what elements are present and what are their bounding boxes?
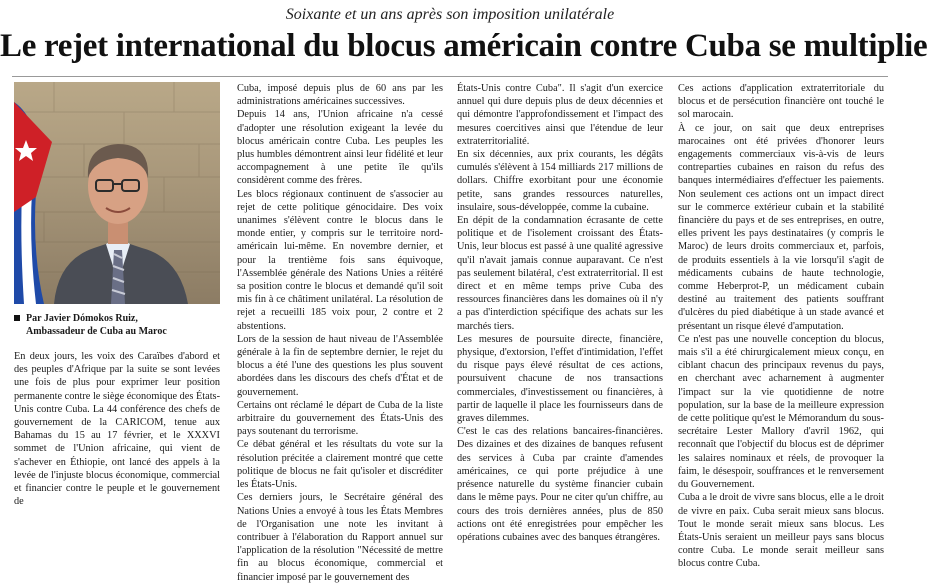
paragraph: Ce débat général et les résultats du vote sur la résolution précitée a clairement montré que cette politique de blocus ne fait qu'isoler et discréditer les États-Unis. xyxy=(237,439,443,491)
cuban-flag xyxy=(14,102,52,304)
paragraph: Les blocs régionaux continuent de s'associer au rejet de cette politique génocidaire. Des voix unanimes s'élèvent contre le blocus dans le monde entier, y compris sur le territoire nord-américain lui-même. En novembre dernier, et pour la trentième fois sans équivoque, l'Assemblée générale des Nations Unies a réitéré sa position contre le blocus et demandé qu'il soit mis fin à ce châtiment unilatéral. La résolution de rejet a recueilli 185 voix pour, 2 contre et 2 abstentions. xyxy=(237,188,443,332)
caption-author: Par Javier Dómokos Ruiz, xyxy=(26,313,138,324)
paragraph: En deux jours, les voix des Caraïbes d'abord et des peuples d'Afrique par la suite se sont levées une fois de plus pour exprimer leur position permanente contre le siège économique des États-Unis contre Cuba. La 44 conférence des chefs de gouvernement de la CARICOM, tenue aux Bahamas du 15 au 17 février, et le XXXVI sommet de l'Union africaine, qui vient de s'achever en Éthiopie, ont lancé des appels à la levée de l'injuste blocus économique, commercial et financier contre le peuple et le gouvernement de xyxy=(14,351,220,508)
header-divider xyxy=(12,76,888,77)
column-2 xyxy=(237,82,443,583)
column-1-body xyxy=(14,350,220,508)
paragraph: Les mesures de poursuite directe, financière, physique, d'extorsion, l'effet d'intimidation, l'effet du risque pays élevé résultat de ces actions, poursuivent chacune de nos transactions commerciales, d'investissement ou financières, à partir de laquelle il place les fournisseurs dans de graves dilemmes. xyxy=(457,333,663,425)
article-kicker: Soixante et un ans après son imposition unilatérale xyxy=(285,6,615,23)
article-headline: Le rejet international du blocus américain contre Cuba se multiplie xyxy=(0,28,927,64)
paragraph: En six décennies, aux prix courants, les dégâts cumulés s'élèvent à 154 milliards 217 millions de dollars. Chiffre exorbitant pour une économie petite, sans grandes ressources naturelles, insulaire, sous-développée, comme la cubaine. xyxy=(457,149,663,213)
paragraph: Lors de la session de haut niveau de l'Assemblée générale à la fin de septembre dernier, le rejet du blocus a été l'une des questions les plus souvent abordées dans les discours des chefs d'État et de gouvernement. xyxy=(237,333,443,398)
column-4 xyxy=(678,82,884,570)
portrait-illustration xyxy=(14,82,220,304)
caption-title: Ambassadeur de Cuba au Maroc xyxy=(26,326,167,337)
paragraph: En dépit de la condamnation écrasante de cette politique et de l'isolement croissant des États-Unis, leur blocus est passé à une qualité agressive qu'il n'avait jamais connue auparavant. Ce n'est pas seulement bilatéral, c'est extraterritorial. Il est direct et en même temps prive Cuba des ressources financières dans les domaines où il n'y a pas d'interdiction spécifique des achats sur les marchés tiers. xyxy=(457,215,663,332)
paragraph: Ces derniers jours, le Secrétaire général des Nations Unies a envoyé à tous les États Membres de l'Organisation une note les invitant à contribuer à l'élaboration du Rapport annuel sur l'application de la résolution "Nécessité de mettre fin au blocus économique, commercial et financier imposé par le gouvernement des xyxy=(237,492,443,583)
paragraph: États-Unis contre Cuba". Il s'agit d'un exercice annuel qui dure depuis plus de deux décennies et qui démontre l'approfondissement et l'impact des mesures coercitives ainsi que l'étendue de leur extraterritorialité. xyxy=(457,83,663,147)
paragraph: C'est le cas des relations bancaires-financières. Des dizaines et des dizaines de banques refusent des services à Cuba par crainte d'amendes américaines, ce qui porte préjudice à une présence naturelle du système financier cubain dans le même pays. Pour ne citer qu'un chiffre, au cours des trois dernières années, plus de 850 actions ont été enregistrées pour empêcher les opérations cubaines avec des banques étrangères. xyxy=(457,426,663,543)
paragraph: Cuba, imposé depuis plus de 60 ans par les administrations américaines successives. xyxy=(237,83,443,108)
photo-caption xyxy=(14,312,220,338)
paragraph: Cuba a le droit de vivre sans blocus, elle a le droit de vivre en paix. Cuba serait mieux sans blocus. Tout le monde serait mieux sans blocus. Les États-Unis seraient un meilleur pays sans blocus contre Cuba. Le monde serait meilleur sans blocus contre Cuba. xyxy=(678,492,884,570)
caption-bullet-icon xyxy=(14,315,20,321)
paragraph: À ce jour, on sait que deux entreprises marocaines ont été privées d'honorer leurs engagements commerciaux vis-à-vis de leurs contreparties cubaines en raison du refus des banques intermédiaires d'effectuer les paiements. Non seulement ces actions ont un impact direct sur le commerce extérieur cubain et la stabilité financière du pays et de ses entreprises, en outre, elles privent les pays destinataires (y compris le Maroc) de leurs droits commerciaux et, parfois, de produits essentiels à la vie lorsqu'il s'agit de médicaments cubains de haute technologie, comme Heberprot-P, un médicament cubain destiné au traitement des patients souffrant d'ulcères du pied diabétique à un stade avancé et présentant un risque élevé d'amputation. xyxy=(678,122,884,332)
paragraph: Depuis 14 ans, l'Union africaine n'a cessé d'adopter une résolution exigeant la levée du blocus américain contre Cuba. Les peuples les plus humbles démontrent ainsi leur fidélité et leur accompagnement à une petite île qu'ils considèrent comme des frères. xyxy=(237,109,443,187)
author-photo xyxy=(14,82,220,304)
paragraph: Certains ont réclamé le départ de Cuba de la liste arbitraire du gouvernement des États-Unis des pays soutenant du terrorisme. xyxy=(237,399,443,438)
paragraph: Ces actions d'application extraterritoriale du blocus et de persécution financière ont touché le sol marocain. xyxy=(678,83,884,121)
column-1 xyxy=(14,82,220,508)
paragraph: Ce n'est pas une nouvelle conception du blocus, mais s'il a été chirurgicalement mieux conçu, en ciblant chacun des principaux revenus du pays, en cherchant avec acharnement à augmenter l'impact sur la vie quotidienne de notre population, sur la base de la meilleure expression de cette politique qu'est le Mémorandum du sous-secrétaire Lester Mallory d'avril 1962, qui reconnaît que l'objectif du blocus est de déprimer les salaires nominaux et réels, de provoquer la faim, le désespoir, souffrances et le renversement du Gouvernement. xyxy=(678,333,884,491)
column-3 xyxy=(457,82,663,543)
